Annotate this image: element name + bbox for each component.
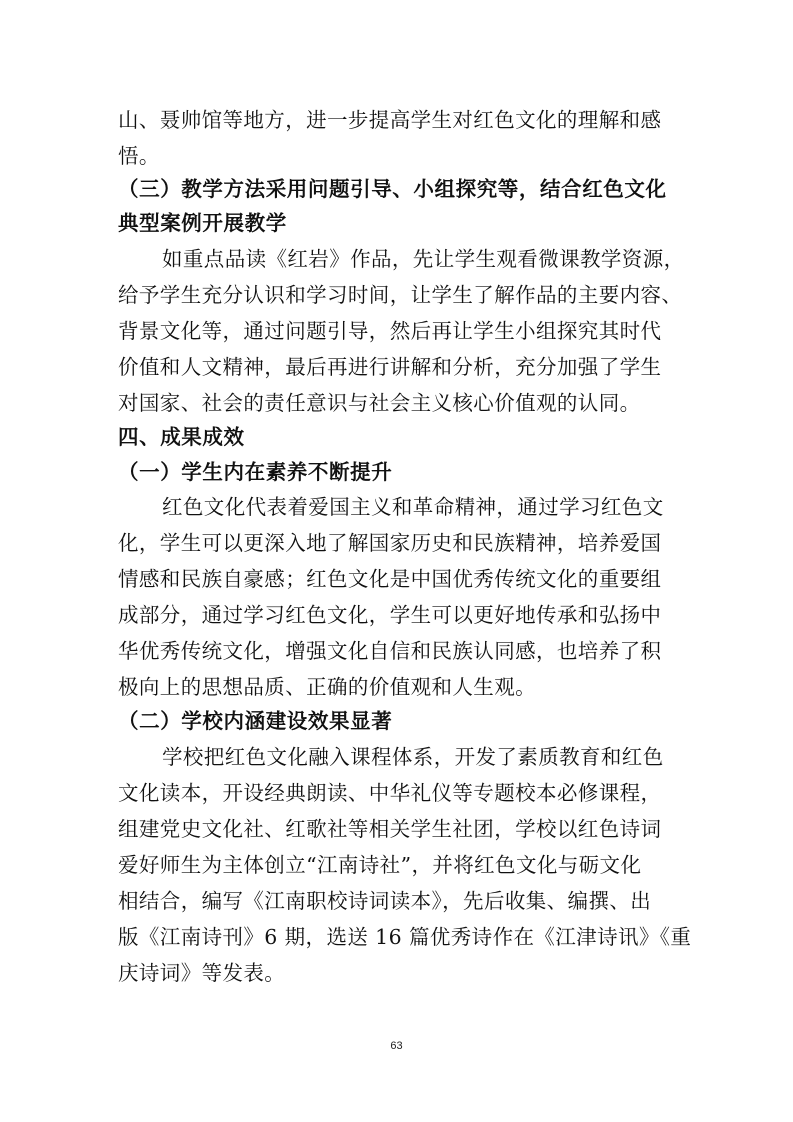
body-text-line: 给予学生充分认识和学习时间，让学生了解作品的主要内容、 [118,283,683,307]
body-text-line: 情感和民族自豪感；红色文化是中国优秀传统文化的重要组 [118,567,662,591]
section-heading: （二）学校内涵建设效果显著 [118,709,393,733]
body-text-line: 爱好师生为主体创立“江南诗社”，并将红色文化与砺文化 [118,853,642,877]
chapter-heading: 四、成果成效 [118,425,245,449]
body-text-line: 华优秀传统文化，增强文化自信和民族认同感，也培养了积 [118,639,662,663]
page-number: 63 [390,1040,403,1052]
body-text-line: 对国家、社会的责任意识与社会主义核心价值观的认同。 [118,391,641,415]
body-text-line: 悟。 [118,144,160,168]
body-text-line: 红色文化代表着爱国主义和革命精神，通过学习红色文 [162,495,664,519]
body-text-line: 文化读本，开设经典朗读、中华礼仪等专题校本必修课程， [118,781,662,805]
body-text-line: 山、聂帅馆等地方，进一步提高学生对红色文化的理解和感 [118,108,662,132]
section-heading: 典型案例开展教学 [118,211,287,235]
body-text-line: 庆诗词》等发表。 [118,961,286,985]
body-text-line: 化，学生可以更深入地了解国家历史和民族精神，培养爱国 [118,531,662,555]
body-text-line: 如重点品读《红岩》作品，先让学生观看微课教学资源， [162,247,685,271]
body-text-line: 版《江南诗刊》6 期，选送 16 篇优秀诗作在《江津诗讯》《重 [118,925,692,949]
body-text-line: 相结合，编写《江南职校诗词读本》，先后收集、编撰、出 [118,889,652,913]
body-text-line: 价值和人文精神，最后再进行讲解和分析，充分加强了学生 [118,355,662,379]
body-text-line: 极向上的思想品质、正确的价值观和人生观。 [118,675,536,699]
body-text-line: 学校把红色文化融入课程体系，开发了素质教育和红色 [162,745,664,769]
section-heading: （一）学生内在素养不断提升 [118,460,393,484]
body-text-line: 组建党史文化社、红歌社等相关学生社团，学校以红色诗词 [118,817,662,841]
body-text-line: 背景文化等，通过问题引导，然后再让学生小组探究其时代 [118,319,662,343]
section-heading: （三）教学方法采用问题引导、小组探究等，结合红色文化 [118,177,667,201]
body-text-line: 成部分，通过学习红色文化，学生可以更好地传承和弘扬中 [118,603,662,627]
